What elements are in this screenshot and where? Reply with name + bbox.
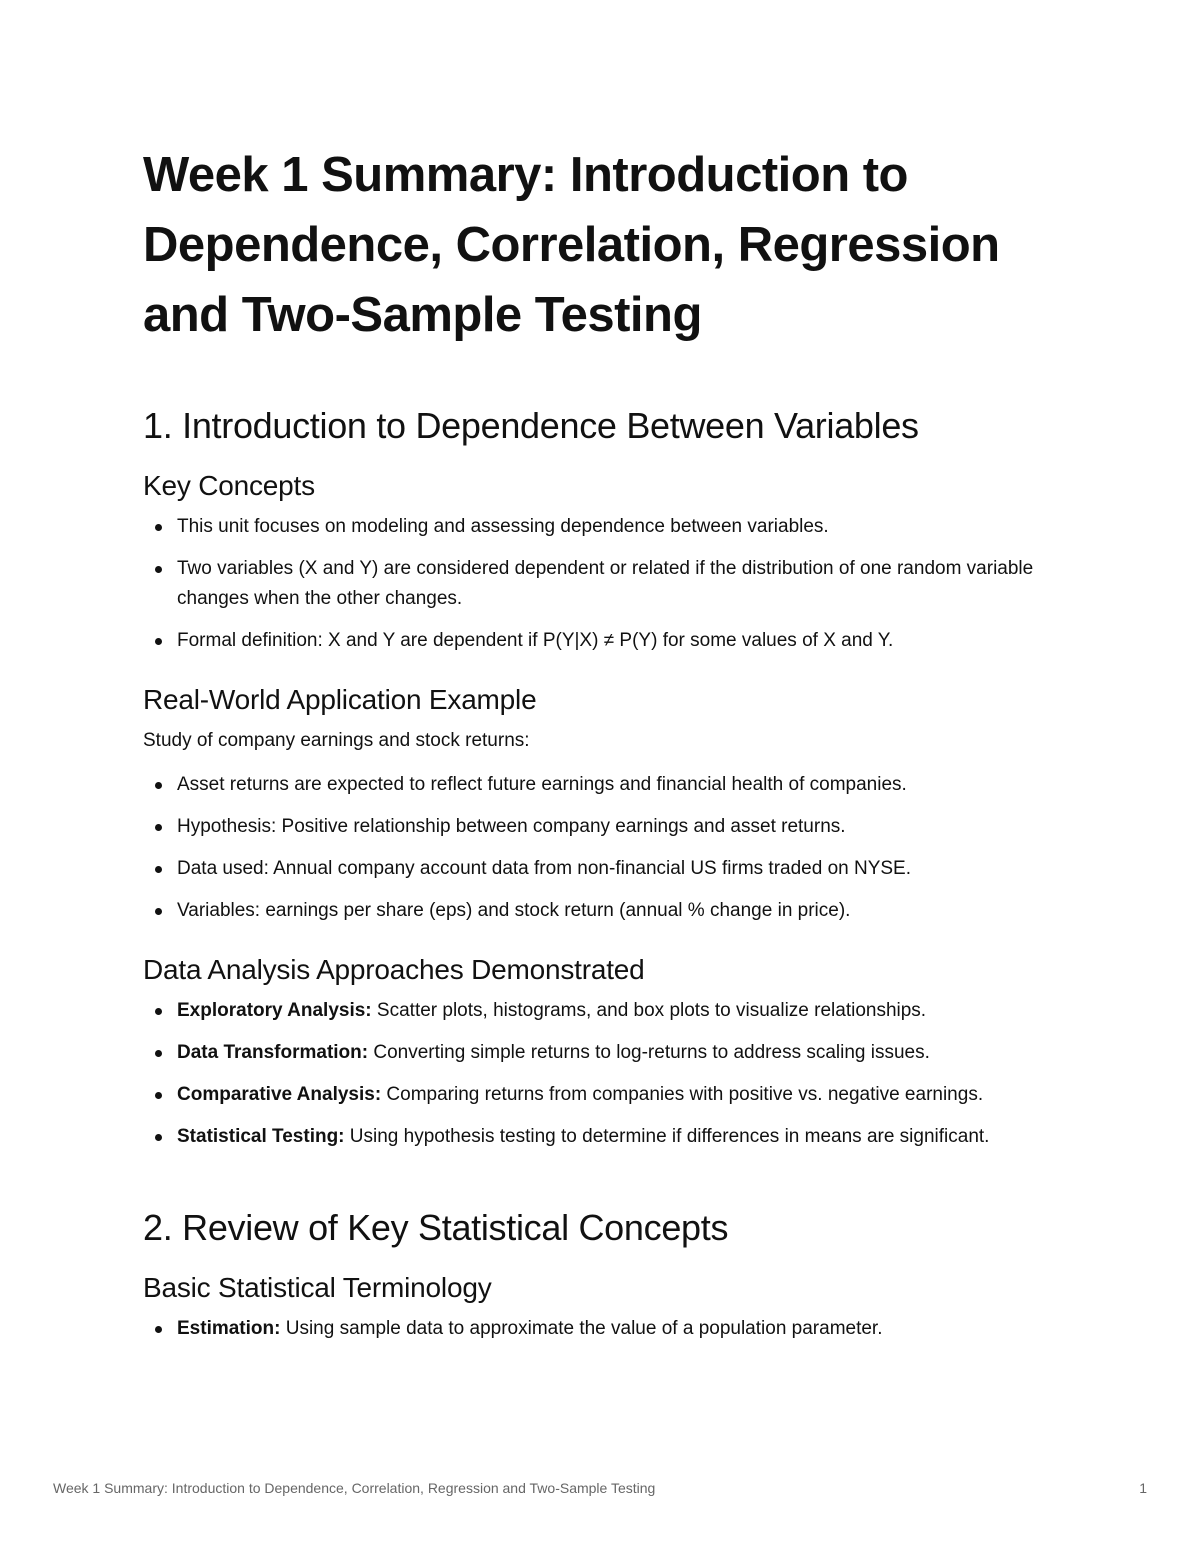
footer-title: Week 1 Summary: Introduction to Dependence, Correlation, Regression and Two-Sample Testing [53,1480,656,1496]
page-footer [53,1478,1147,1498]
term-label: Statistical Testing: [177,1126,345,1147]
page-title: Week 1 Summary: Introduction to Dependence, Correlation, Regression and Two-Sample Testing [143,148,1000,342]
bullet-icon [155,824,162,831]
subheading-approaches: Data Analysis Approaches Demonstrated [143,954,645,985]
subheading-terminology: Basic Statistical Terminology [143,1272,492,1303]
bullet-icon [155,1134,162,1141]
subheading-application: Real-World Application Example [143,684,537,715]
bullet-icon [155,866,162,873]
list-item: This unit focuses on modeling and assessing dependence between variables. [143,512,1043,542]
terminology-list [143,1314,1043,1344]
list-item: Asset returns are expected to reflect future earnings and financial health of companies. [143,770,1043,800]
bullet-icon [155,1092,162,1099]
bullet-icon [155,782,162,789]
document-page [143,140,1043,1356]
application-list [143,770,1043,926]
bullet-icon [155,524,162,531]
section-heading-2: 2. Review of Key Statistical Concepts [143,1207,729,1248]
bullet-icon [155,1326,162,1333]
bullet-icon [155,638,162,645]
approaches-list [143,996,1043,1152]
bullet-icon [155,1008,162,1015]
application-intro: Study of company earnings and stock returns: [143,730,530,751]
bullet-icon [155,1050,162,1057]
page-number: 1 [1139,1480,1147,1496]
section-heading-1: 1. Introduction to Dependence Between Variables [143,405,919,446]
list-item: Estimation: Using sample data to approximate the value of a population parameter. [143,1314,1043,1344]
list-item: Statistical Testing: Using hypothesis testing to determine if differences in means are significant. [143,1122,1043,1152]
list-item: Data Transformation: Converting simple returns to log-returns to address scaling issues. [143,1038,1043,1068]
subheading-key-concepts: Key Concepts [143,470,315,501]
key-concepts-list [143,512,1043,656]
bullet-icon [155,908,162,915]
list-item: Comparative Analysis: Comparing returns from companies with positive vs. negative earnings. [143,1080,1043,1110]
list-item: Hypothesis: Positive relationship between company earnings and asset returns. [143,812,1043,842]
term-label: Comparative Analysis: [177,1084,382,1105]
list-item: Two variables (X and Y) are considered dependent or related if the distribution of one random variable changes when the other changes. [143,554,1043,614]
list-item: Variables: earnings per share (eps) and stock return (annual % change in price). [143,896,1043,926]
list-item: Formal definition: X and Y are dependent if P(Y|X) ≠ P(Y) for some values of X and Y. [143,626,1043,656]
term-label: Data Transformation: [177,1042,369,1063]
term-label: Exploratory Analysis: [177,1000,372,1021]
term-label: Estimation: [177,1318,281,1339]
list-item: Data used: Annual company account data from non-financial US firms traded on NYSE. [143,854,1043,884]
bullet-icon [155,566,162,573]
list-item: Exploratory Analysis: Scatter plots, histograms, and box plots to visualize relationships. [143,996,1043,1026]
